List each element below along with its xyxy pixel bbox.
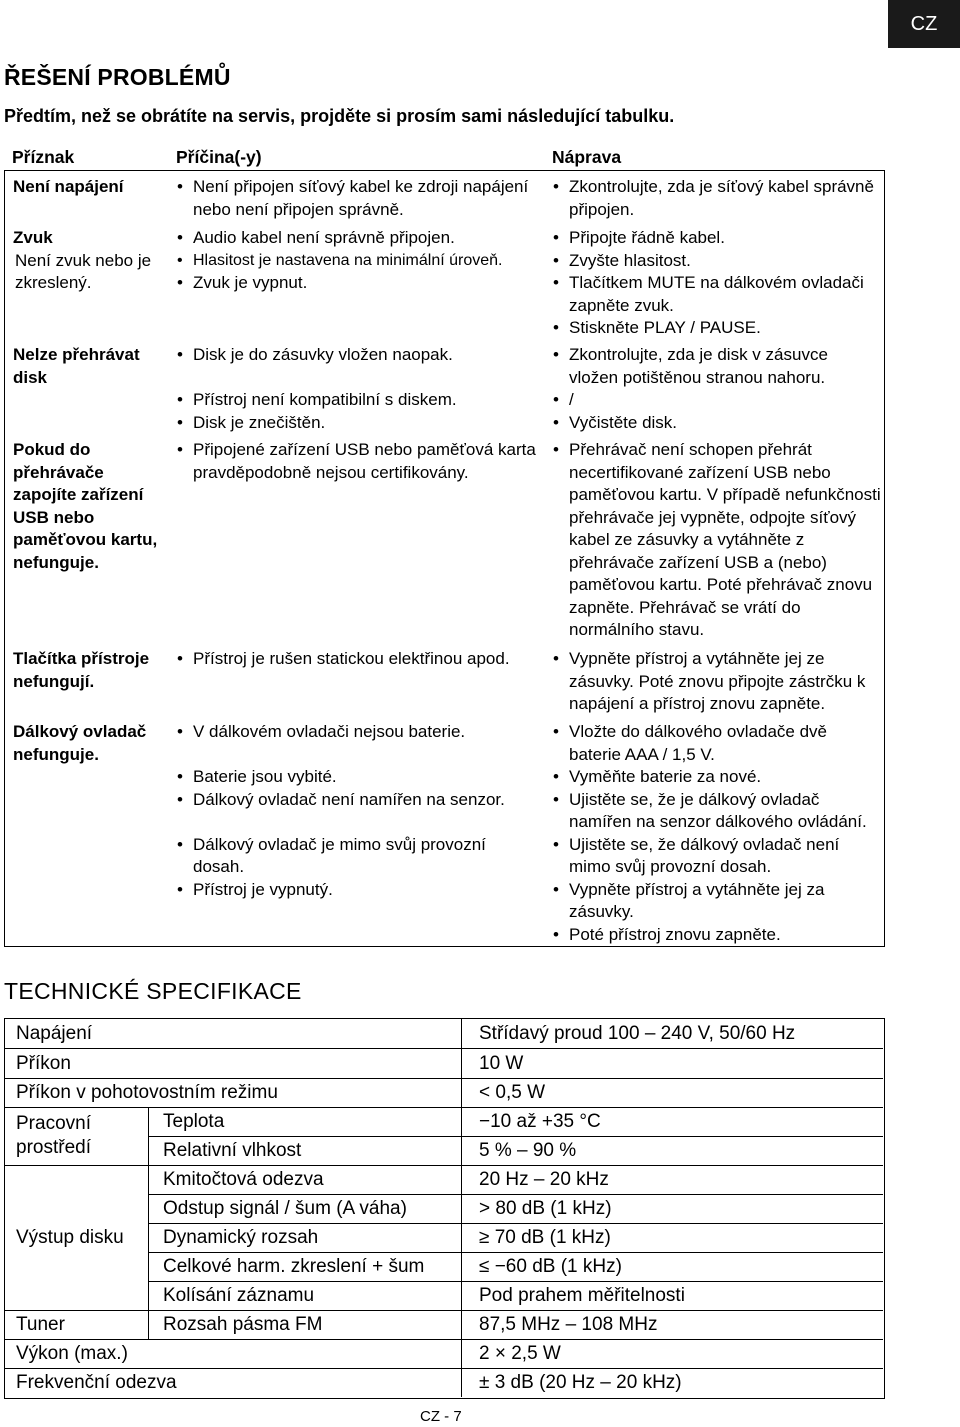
- list-item: • Disk je do zásuvky vložen naopak.: [175, 344, 540, 367]
- language-tab: CZ: [888, 0, 960, 48]
- cause-cell: [175, 344, 540, 434]
- troubleshooting-table: [4, 170, 885, 947]
- symptom-cell: Dálkový ovladač nefunguje.: [13, 722, 147, 764]
- cause-cell: [175, 176, 540, 221]
- spec-value: ≤ −60 dB (1 kHz): [479, 1256, 622, 1277]
- spec-label: Příkon v pohotovostním režimu: [16, 1082, 278, 1103]
- symptom-title: Zvuk: [13, 228, 53, 247]
- spec-label: Kmitočtová odezva: [163, 1169, 324, 1190]
- cause-cell: [175, 721, 540, 901]
- list-item: • Přístroj je vypnutý.: [175, 879, 540, 902]
- spec-label: Kolísání záznamu: [163, 1285, 315, 1306]
- list-item: • Zvyšte hlasitost.: [551, 250, 881, 273]
- spec-value: −10 až +35 °C: [479, 1111, 601, 1132]
- symptom-cell: Není napájení: [13, 177, 124, 196]
- section-title-specs: TECHNICKÉ SPECIFIKACE: [4, 978, 302, 1004]
- symptom-cell: Pokud do přehrávače zapojíte zařízení USB nebo paměťovou kartu, nefunguje.: [13, 440, 158, 572]
- fix-cell: [551, 721, 881, 946]
- list-item: • Stiskněte PLAY / PAUSE.: [551, 317, 881, 340]
- fix-cell: [551, 344, 881, 434]
- list-item: • Zkontrolujte, zda je disk v zásuvce vložen potištěnou stranou nahoru.: [551, 344, 881, 389]
- list-item: • Vložte do dálkového ovladače dvě baterie AAA / 1,5 V.: [551, 721, 869, 766]
- spec-label: Teplota: [163, 1111, 225, 1132]
- cause-cell: [175, 648, 540, 671]
- fix-cell: [551, 439, 881, 642]
- spec-label: Tuner: [16, 1314, 65, 1335]
- list-item: • V dálkovém ovladači nejsou baterie.: [175, 721, 540, 744]
- list-item: • Přístroj není kompatibilní s diskem.: [175, 389, 540, 412]
- list-item: • Dálkový ovladač není namířen na senzor.: [175, 789, 540, 812]
- spec-label: Výkon (max.): [16, 1343, 128, 1364]
- spec-value: 87,5 MHz – 108 MHz: [479, 1314, 658, 1335]
- spec-label: Příkon: [16, 1053, 71, 1074]
- page-title: ŘEŠENÍ PROBLÉMŮ: [4, 64, 231, 90]
- symptom-cell: Tlačítka přístroje nefungují.: [13, 649, 150, 691]
- spec-label: Frekvenční odezva: [16, 1372, 177, 1393]
- list-item: • Ujistěte se, že dálkový ovladač není mimo svůj provozní dosah.: [551, 834, 881, 879]
- header-fix: Náprava: [552, 147, 622, 167]
- page-number: CZ - 7: [420, 1408, 462, 1425]
- spec-value: 5 % – 90 %: [479, 1140, 577, 1161]
- symptom-text: Není zvuk nebo je zkreslený.: [15, 250, 152, 292]
- list-item: • Zvuk je vypnut.: [175, 272, 540, 295]
- intro-text: Předtím, než se obrátíte na servis, projděte si prosím sami následující tabulku.: [4, 106, 675, 126]
- spec-label: Dynamický rozsah: [163, 1227, 319, 1248]
- spec-label: Odstup signál / šum (A váha): [163, 1198, 407, 1219]
- spec-value: 10 W: [479, 1053, 524, 1074]
- spec-value: Střídavý proud 100 – 240 V, 50/60 Hz: [479, 1023, 796, 1044]
- list-item: • Audio kabel není správně připojen.: [175, 227, 540, 250]
- header-cause: Příčina(-y): [176, 147, 262, 167]
- spec-value: 20 Hz – 20 kHz: [479, 1169, 609, 1190]
- spec-label: Rozsah pásma FM: [163, 1314, 323, 1335]
- fix-cell: [551, 176, 881, 221]
- spec-label: Celkové harm. zkreslení + šum: [163, 1256, 425, 1277]
- list-item: • Ujistěte se, že je dálkový ovladač namířen na senzor dálkového ovládání.: [551, 789, 881, 834]
- spec-value: 2 × 2,5 W: [479, 1343, 561, 1364]
- list-item: • Vyčistěte disk.: [551, 412, 881, 435]
- list-item: • Zkontrolujte, zda je síťový kabel správně připojen.: [551, 176, 881, 221]
- list-item: • Vypněte přístroj a vytáhněte jej za zásuvky.: [551, 879, 859, 924]
- list-item: • Vyměňte baterie za nové.: [551, 766, 881, 789]
- spec-value: ≥ 70 dB (1 kHz): [479, 1227, 611, 1248]
- list-item: • /: [551, 389, 881, 412]
- list-item: • Vypněte přístroj a vytáhněte jej ze zásuvky. Poté znovu připojte zástrčku k napájení a přístroj znovu zapněte.: [551, 648, 884, 716]
- list-item: • Přístroj je rušen statickou elektřinou apod.: [175, 648, 523, 671]
- symptom-cell: Nelze přehrávat disk: [13, 345, 140, 387]
- spec-value: ± 3 dB (20 Hz – 20 kHz): [479, 1372, 682, 1393]
- spec-group-label: Výstup disku: [16, 1227, 124, 1248]
- spec-value: Pod prahem měřitelnosti: [479, 1285, 685, 1306]
- list-item: • Připojte řádně kabel.: [551, 227, 881, 250]
- spec-label: Relativní vlhkost: [163, 1140, 302, 1161]
- list-item: • Disk je znečištěn.: [175, 412, 540, 435]
- list-item: • Hlasitost je nastavena na minimální úroveň.: [175, 250, 540, 273]
- cause-cell: [175, 439, 540, 484]
- spec-value: < 0,5 W: [479, 1082, 545, 1103]
- symptom-cell: [13, 227, 171, 295]
- spec-label: Napájení: [16, 1023, 93, 1044]
- fix-cell: [551, 648, 881, 716]
- spec-table: [4, 1018, 885, 1399]
- list-item: • Baterie jsou vybité.: [175, 766, 540, 789]
- list-item: • Přehrávač není schopen přehrát necertifikované zařízení USB nebo paměťovou kartu. V případě nefunkčnosti přehrávače jej vypněte, odpojte síťový kabel ze zásuvky a vytáhněte z přehrávače zařízení USB a (nebo) paměťovou kartu. Poté přehrávač znovu zapněte. Přehrávač se vrátí do normálního stavu.: [551, 439, 884, 642]
- cause-cell: [175, 227, 540, 295]
- list-item: • Poté přístroj znovu zapněte.: [551, 924, 881, 947]
- spec-group-label: prostředí: [16, 1137, 91, 1158]
- spec-value: > 80 dB (1 kHz): [479, 1198, 612, 1219]
- header-symptom: Příznak: [12, 147, 75, 167]
- list-item: • Připojené zařízení USB nebo paměťová karta pravděpodobně nejsou certifikovány.: [175, 439, 543, 484]
- list-item: • Tlačítkem MUTE na dálkovém ovladači zapněte zvuk.: [551, 272, 881, 317]
- list-item: • Dálkový ovladač je mimo svůj provozní dosah.: [175, 834, 533, 879]
- fix-cell: [551, 227, 881, 340]
- list-item: • Není připojen síťový kabel ke zdroji napájení nebo není připojen správně.: [175, 176, 540, 221]
- spec-group-label: Pracovní: [16, 1113, 91, 1134]
